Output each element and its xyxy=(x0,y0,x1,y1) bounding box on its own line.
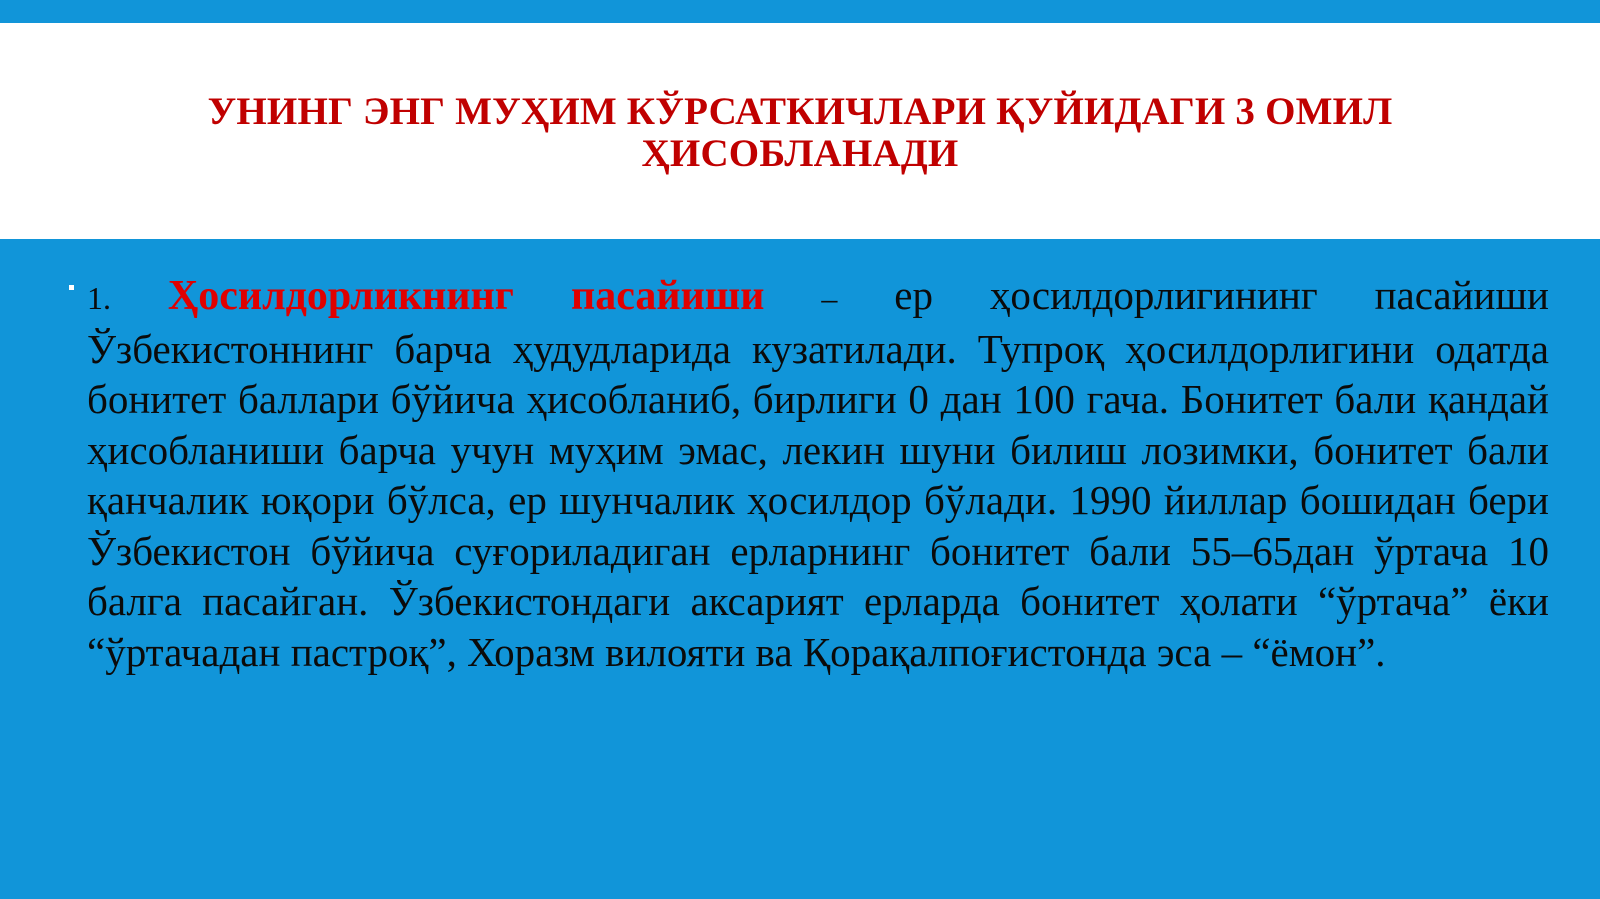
bullet-marker xyxy=(69,285,74,290)
item-text: ер ҳосилдорлигининг пасайиши Ўзбекистоннинг барча ҳудудларида кузатилади. Тупроқ ҳосилдорлигини одатда бонитет баллари бўйича ҳисобланиб, бирлиги 0 дан 100 гача. Бонитет бали қандай ҳисобланиши барча учун муҳим эмас, лекин шуни билиш лозимки, бонитет бали қанчалик юқори бўлса, ер шунчалик ҳосилдор бўлади. 1990 йиллар бошидан бери Ўзбекистон бўйича суғориладиган ерларнинг бонитет бали 55–65дан ўртача 10 балга пасайган. Ўзбекистондаги аксарият ерларда бонитет ҳолати “ўртача” ёки “ўртачадан пастроқ”, Хоразм вилояти ва Қорақалпоғистонда эса – “ёмон”. xyxy=(87,272,1549,675)
bullet-paragraph xyxy=(87,270,1549,677)
item-number: 1. xyxy=(87,280,111,316)
item-dash: – xyxy=(821,280,838,316)
item-term: Ҳосилдорликнинг пасайиши xyxy=(167,273,765,319)
slide-title: УНИНГ ЭНГ МУҲИМ КЎРСАТКИЧЛАРИ ҚУЙИДАГИ 3 ОМИЛ ҲИСОБЛАНАДИ xyxy=(207,90,1393,175)
